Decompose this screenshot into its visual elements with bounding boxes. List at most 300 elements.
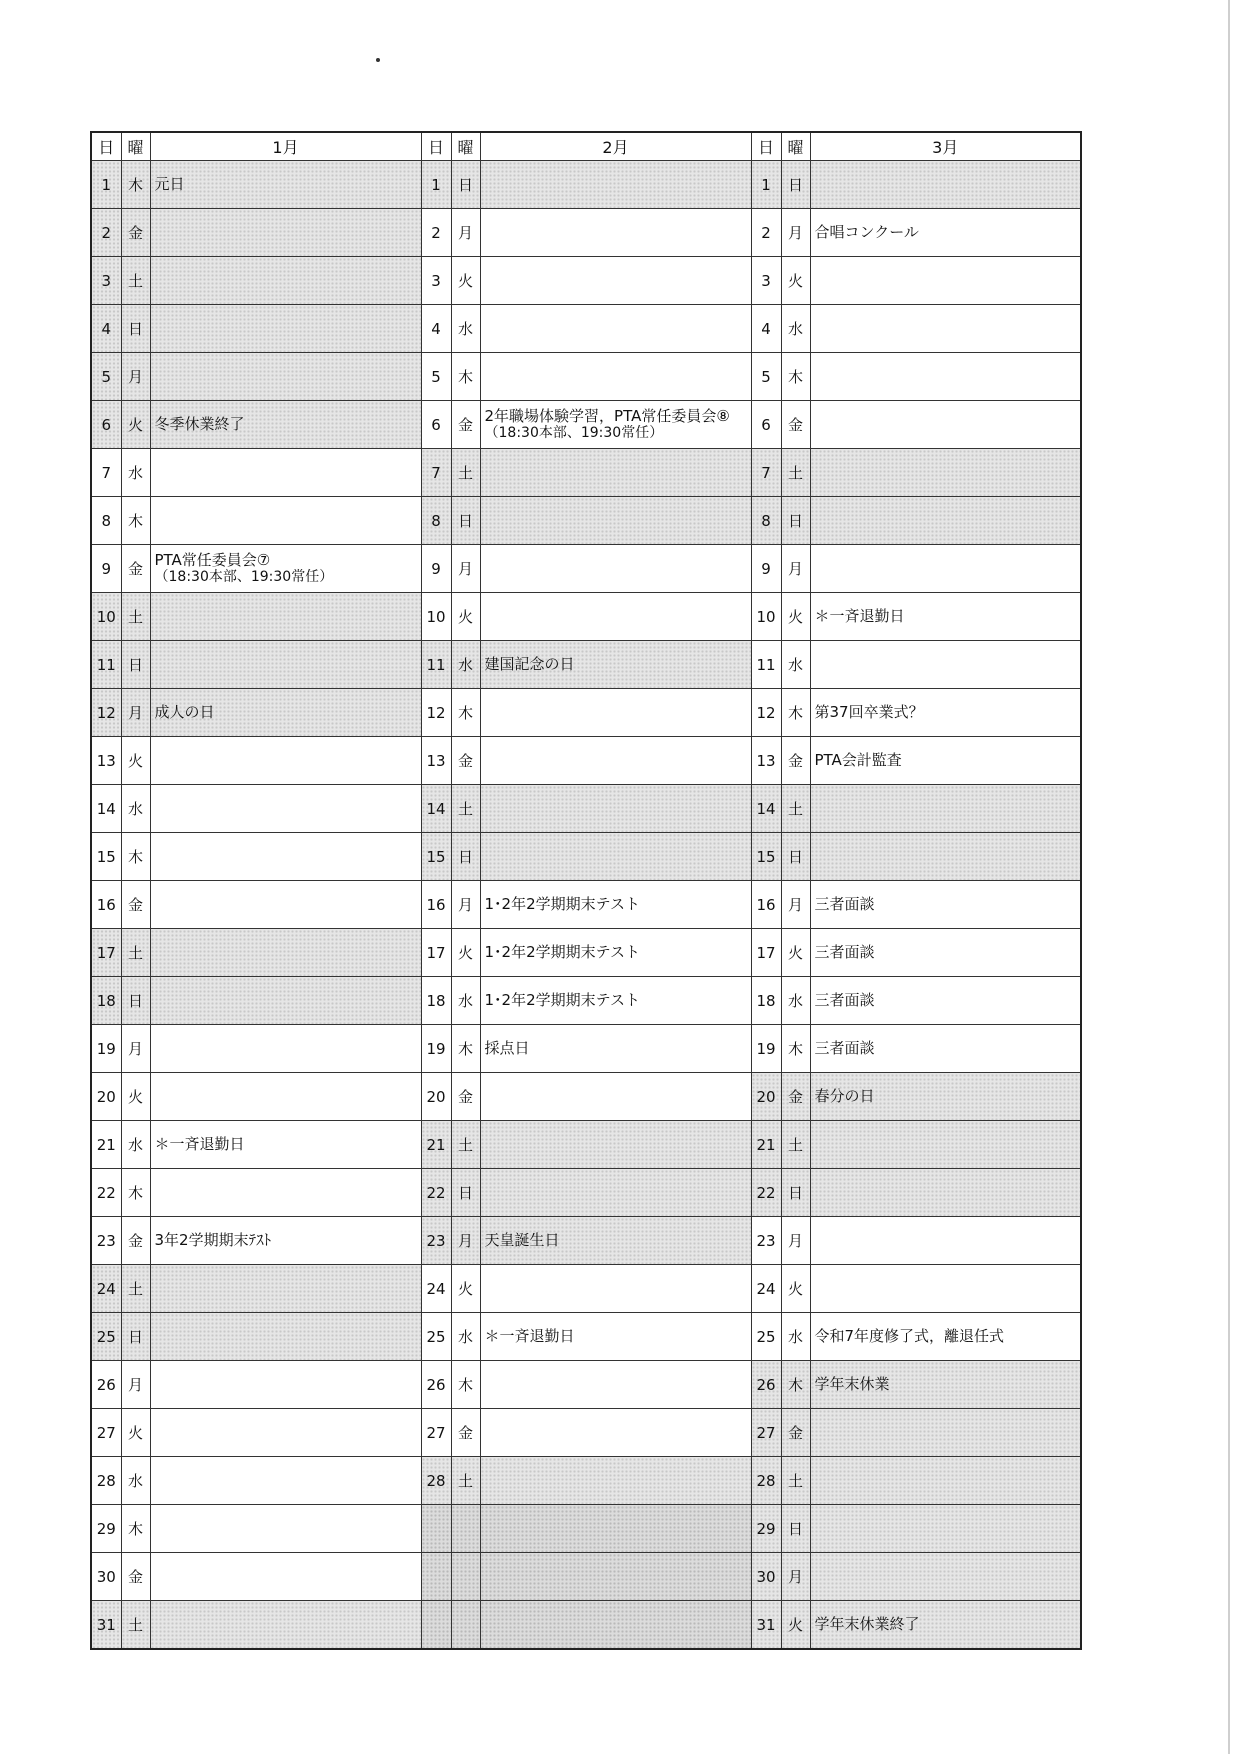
day-number-jan: 28 [91, 1457, 121, 1505]
calendar-row [91, 1265, 1081, 1313]
calendar-row [91, 881, 1081, 929]
day-number-mar: 13 [751, 737, 781, 785]
weekday-feb: 土 [451, 1457, 480, 1505]
weekday-jan: 水 [121, 1457, 150, 1505]
header-row [91, 132, 1081, 161]
calendar-body [91, 161, 1081, 1650]
weekday-mar: 水 [781, 641, 810, 689]
header-month-feb: 2月 [480, 132, 751, 161]
calendar-row [91, 1025, 1081, 1073]
event-feb [480, 593, 751, 641]
day-number-feb: 27 [421, 1409, 451, 1457]
day-number-jan: 25 [91, 1313, 121, 1361]
weekday-mar: 土 [781, 785, 810, 833]
day-number-mar: 21 [751, 1121, 781, 1169]
event-line-1: 2年職場体験学習，PTA常任委員会⑧ [484, 406, 730, 425]
event-jan [150, 833, 421, 881]
empty-cell-feb [421, 1601, 451, 1650]
day-number-feb: 22 [421, 1169, 451, 1217]
weekday-mar: 土 [781, 1457, 810, 1505]
empty-cell-feb [421, 1553, 451, 1601]
weekday-jan: 土 [121, 1601, 150, 1650]
day-number-feb: 26 [421, 1361, 451, 1409]
header-day-mar: 日 [751, 132, 781, 161]
day-number-mar: 2 [751, 209, 781, 257]
day-number-mar: 9 [751, 545, 781, 593]
event-mar [810, 545, 1081, 593]
calendar-table [90, 131, 1082, 1650]
day-number-jan: 26 [91, 1361, 121, 1409]
weekday-mar: 土 [781, 449, 810, 497]
empty-cell-feb [451, 1601, 480, 1650]
calendar-row [91, 593, 1081, 641]
calendar-row [91, 1121, 1081, 1169]
day-number-feb: 20 [421, 1073, 451, 1121]
day-number-jan: 15 [91, 833, 121, 881]
day-number-feb: 16 [421, 881, 451, 929]
day-number-jan: 5 [91, 353, 121, 401]
event-line-2: （18:30本部、19:30常任） [154, 569, 334, 586]
event-mar [810, 1217, 1081, 1265]
weekday-mar: 土 [781, 1121, 810, 1169]
weekday-jan: 木 [121, 833, 150, 881]
weekday-jan: 火 [121, 737, 150, 785]
day-number-mar: 14 [751, 785, 781, 833]
weekday-jan: 土 [121, 1265, 150, 1313]
weekday-mar: 日 [781, 833, 810, 881]
day-number-feb: 6 [421, 401, 451, 449]
weekday-jan: 月 [121, 689, 150, 737]
empty-cell-feb [480, 1505, 751, 1553]
weekday-mar: 日 [781, 1505, 810, 1553]
event-feb [480, 497, 751, 545]
event-mar [810, 449, 1081, 497]
weekday-mar: 日 [781, 497, 810, 545]
event-feb [480, 689, 751, 737]
calendar-row [91, 1601, 1081, 1650]
event-jan [150, 1505, 421, 1553]
event-jan [150, 1169, 421, 1217]
day-number-feb: 10 [421, 593, 451, 641]
weekday-jan: 金 [121, 545, 150, 593]
weekday-feb: 金 [451, 1073, 480, 1121]
day-number-mar: 4 [751, 305, 781, 353]
event-jan [150, 1361, 421, 1409]
event-jan [150, 545, 421, 593]
event-feb [480, 1457, 751, 1505]
event-jan [150, 1313, 421, 1361]
calendar-row [91, 1361, 1081, 1409]
header-weekday-jan: 曜 [121, 132, 150, 161]
weekday-jan: 木 [121, 1505, 150, 1553]
day-number-mar: 18 [751, 977, 781, 1025]
day-number-jan: 2 [91, 209, 121, 257]
weekday-feb: 水 [451, 1313, 480, 1361]
event-feb: 1･2年2学期期末テスト [480, 977, 751, 1025]
day-number-jan: 31 [91, 1601, 121, 1650]
day-number-mar: 11 [751, 641, 781, 689]
event-line-1: PTA常任委員会⑦ [154, 550, 271, 569]
calendar-row [91, 1553, 1081, 1601]
day-number-mar: 5 [751, 353, 781, 401]
event-jan [150, 353, 421, 401]
weekday-jan: 金 [121, 1217, 150, 1265]
weekday-feb: 土 [451, 449, 480, 497]
weekday-mar: 火 [781, 257, 810, 305]
event-feb [480, 305, 751, 353]
weekday-jan: 木 [121, 1169, 150, 1217]
weekday-mar: 木 [781, 689, 810, 737]
event-feb: 1･2年2学期期末テスト [480, 929, 751, 977]
weekday-jan: 金 [121, 209, 150, 257]
weekday-feb: 土 [451, 785, 480, 833]
header-day-feb: 日 [421, 132, 451, 161]
event-mar [810, 1553, 1081, 1601]
weekday-jan: 火 [121, 1073, 150, 1121]
day-number-feb: 28 [421, 1457, 451, 1505]
day-number-mar: 10 [751, 593, 781, 641]
empty-cell-feb [451, 1505, 480, 1553]
event-feb [480, 785, 751, 833]
event-feb [480, 449, 751, 497]
day-number-feb: 4 [421, 305, 451, 353]
day-number-jan: 1 [91, 161, 121, 209]
calendar-row [91, 209, 1081, 257]
calendar-row [91, 1073, 1081, 1121]
day-number-mar: 20 [751, 1073, 781, 1121]
weekday-feb: 日 [451, 161, 480, 209]
header-month-jan: 1月 [150, 132, 421, 161]
event-feb [480, 161, 751, 209]
calendar-row [91, 1313, 1081, 1361]
calendar-row [91, 641, 1081, 689]
weekday-mar: 日 [781, 1169, 810, 1217]
day-number-mar: 1 [751, 161, 781, 209]
weekday-jan: 火 [121, 1409, 150, 1457]
day-number-jan: 19 [91, 1025, 121, 1073]
event-mar [810, 401, 1081, 449]
day-number-feb: 19 [421, 1025, 451, 1073]
day-number-jan: 13 [91, 737, 121, 785]
weekday-feb: 月 [451, 1217, 480, 1265]
day-number-mar: 16 [751, 881, 781, 929]
event-feb: 建国記念の日 [480, 641, 751, 689]
day-number-jan: 8 [91, 497, 121, 545]
weekday-jan: 木 [121, 161, 150, 209]
event-jan [150, 209, 421, 257]
event-jan [150, 929, 421, 977]
weekday-jan: 火 [121, 401, 150, 449]
weekday-jan: 日 [121, 641, 150, 689]
weekday-mar: 金 [781, 401, 810, 449]
event-jan [150, 881, 421, 929]
weekday-mar: 月 [781, 881, 810, 929]
weekday-mar: 金 [781, 1409, 810, 1457]
calendar-row [91, 833, 1081, 881]
day-number-mar: 17 [751, 929, 781, 977]
day-number-mar: 29 [751, 1505, 781, 1553]
day-number-feb: 2 [421, 209, 451, 257]
event-mar [810, 1409, 1081, 1457]
event-mar: 第37回卒業式？ [810, 689, 1081, 737]
day-number-feb: 17 [421, 929, 451, 977]
day-number-feb: 8 [421, 497, 451, 545]
event-jan: 成人の日 [150, 689, 421, 737]
weekday-feb: 水 [451, 641, 480, 689]
day-number-mar: 23 [751, 1217, 781, 1265]
day-number-mar: 6 [751, 401, 781, 449]
weekday-jan: 月 [121, 1025, 150, 1073]
header-weekday-mar: 曜 [781, 132, 810, 161]
scan-speck [376, 58, 380, 62]
day-number-feb: 1 [421, 161, 451, 209]
day-number-mar: 7 [751, 449, 781, 497]
event-feb [480, 1361, 751, 1409]
calendar-row [91, 785, 1081, 833]
weekday-feb: 日 [451, 1169, 480, 1217]
event-jan [150, 305, 421, 353]
event-mar: 令和7年度修了式，離退任式 [810, 1313, 1081, 1361]
event-mar [810, 353, 1081, 401]
weekday-feb: 水 [451, 305, 480, 353]
event-mar: 学年末休業終了 [810, 1601, 1081, 1650]
weekday-mar: 水 [781, 977, 810, 1025]
event-jan: 3年2学期期末ﾃｽﾄ [150, 1217, 421, 1265]
empty-cell-feb [480, 1601, 751, 1650]
event-feb: 1･2年2学期期末テスト [480, 881, 751, 929]
empty-cell-feb [480, 1553, 751, 1601]
weekday-jan: 金 [121, 881, 150, 929]
event-feb [480, 737, 751, 785]
weekday-jan: 水 [121, 449, 150, 497]
weekday-jan: 日 [121, 1313, 150, 1361]
weekday-mar: 火 [781, 593, 810, 641]
event-mar [810, 785, 1081, 833]
weekday-jan: 金 [121, 1553, 150, 1601]
event-line-2: （18:30本部、19:30常任） [484, 425, 664, 442]
weekday-mar: 日 [781, 161, 810, 209]
event-jan [150, 1073, 421, 1121]
weekday-mar: 金 [781, 737, 810, 785]
day-number-jan: 16 [91, 881, 121, 929]
day-number-feb: 23 [421, 1217, 451, 1265]
weekday-mar: 木 [781, 353, 810, 401]
event-jan: 元日 [150, 161, 421, 209]
weekday-mar: 金 [781, 1073, 810, 1121]
day-number-jan: 14 [91, 785, 121, 833]
day-number-jan: 7 [91, 449, 121, 497]
weekday-jan: 土 [121, 929, 150, 977]
event-feb [480, 209, 751, 257]
header-day-jan: 日 [91, 132, 121, 161]
event-feb [480, 545, 751, 593]
event-jan [150, 1601, 421, 1650]
event-feb [480, 257, 751, 305]
event-mar [810, 161, 1081, 209]
weekday-feb: 木 [451, 689, 480, 737]
weekday-feb: 日 [451, 497, 480, 545]
event-feb: 天皇誕生日 [480, 1217, 751, 1265]
day-number-feb: 24 [421, 1265, 451, 1313]
event-feb [480, 1121, 751, 1169]
event-mar: PTA会計監査 [810, 737, 1081, 785]
empty-cell-feb [451, 1553, 480, 1601]
weekday-feb: 月 [451, 545, 480, 593]
day-number-jan: 29 [91, 1505, 121, 1553]
empty-cell-feb [421, 1505, 451, 1553]
event-feb [480, 1169, 751, 1217]
header-month-mar: 3月 [810, 132, 1081, 161]
weekday-mar: 木 [781, 1361, 810, 1409]
event-feb [480, 401, 751, 449]
day-number-jan: 4 [91, 305, 121, 353]
weekday-jan: 水 [121, 1121, 150, 1169]
weekday-jan: 土 [121, 593, 150, 641]
calendar-row [91, 401, 1081, 449]
day-number-feb: 13 [421, 737, 451, 785]
calendar-row [91, 1409, 1081, 1457]
event-jan: ＊一斉退勤日 [150, 1121, 421, 1169]
day-number-feb: 18 [421, 977, 451, 1025]
weekday-feb: 火 [451, 1265, 480, 1313]
day-number-jan: 11 [91, 641, 121, 689]
page-edge [1228, 0, 1230, 1754]
day-number-feb: 7 [421, 449, 451, 497]
weekday-feb: 火 [451, 929, 480, 977]
day-number-feb: 11 [421, 641, 451, 689]
event-feb [480, 1073, 751, 1121]
event-mar [810, 641, 1081, 689]
event-jan [150, 641, 421, 689]
day-number-jan: 20 [91, 1073, 121, 1121]
event-jan [150, 1409, 421, 1457]
day-number-feb: 14 [421, 785, 451, 833]
event-jan [150, 449, 421, 497]
weekday-feb: 金 [451, 401, 480, 449]
header-weekday-feb: 曜 [451, 132, 480, 161]
day-number-feb: 15 [421, 833, 451, 881]
day-number-jan: 24 [91, 1265, 121, 1313]
event-mar [810, 1169, 1081, 1217]
weekday-feb: 木 [451, 1025, 480, 1073]
weekday-jan: 日 [121, 977, 150, 1025]
calendar-row [91, 1169, 1081, 1217]
day-number-jan: 10 [91, 593, 121, 641]
day-number-feb: 9 [421, 545, 451, 593]
day-number-mar: 3 [751, 257, 781, 305]
weekday-mar: 水 [781, 305, 810, 353]
event-jan [150, 1025, 421, 1073]
event-mar [810, 305, 1081, 353]
day-number-jan: 27 [91, 1409, 121, 1457]
weekday-feb: 木 [451, 1361, 480, 1409]
calendar-row [91, 929, 1081, 977]
calendar-row [91, 545, 1081, 593]
weekday-jan: 日 [121, 305, 150, 353]
day-number-feb: 21 [421, 1121, 451, 1169]
weekday-mar: 火 [781, 1601, 810, 1650]
event-mar [810, 833, 1081, 881]
calendar-row [91, 497, 1081, 545]
event-mar [810, 1121, 1081, 1169]
weekday-jan: 月 [121, 1361, 150, 1409]
event-mar [810, 1265, 1081, 1313]
day-number-jan: 17 [91, 929, 121, 977]
calendar-row [91, 1217, 1081, 1265]
day-number-feb: 3 [421, 257, 451, 305]
event-mar [810, 1505, 1081, 1553]
day-number-jan: 21 [91, 1121, 121, 1169]
event-jan [150, 737, 421, 785]
weekday-feb: 火 [451, 593, 480, 641]
calendar-row [91, 449, 1081, 497]
event-jan: 冬季休業終了 [150, 401, 421, 449]
day-number-jan: 12 [91, 689, 121, 737]
day-number-mar: 15 [751, 833, 781, 881]
day-number-mar: 22 [751, 1169, 781, 1217]
weekday-feb: 木 [451, 353, 480, 401]
day-number-mar: 24 [751, 1265, 781, 1313]
event-feb: ＊一斉退勤日 [480, 1313, 751, 1361]
event-jan [150, 593, 421, 641]
event-mar [810, 497, 1081, 545]
event-jan [150, 1265, 421, 1313]
event-mar: ＊一斉退勤日 [810, 593, 1081, 641]
weekday-mar: 火 [781, 1265, 810, 1313]
day-number-feb: 5 [421, 353, 451, 401]
weekday-feb: 月 [451, 209, 480, 257]
event-mar [810, 1457, 1081, 1505]
event-jan [150, 785, 421, 833]
weekday-jan: 土 [121, 257, 150, 305]
day-number-jan: 9 [91, 545, 121, 593]
weekday-mar: 木 [781, 1025, 810, 1073]
day-number-jan: 22 [91, 1169, 121, 1217]
calendar-row [91, 737, 1081, 785]
weekday-feb: 月 [451, 881, 480, 929]
calendar-row [91, 689, 1081, 737]
day-number-mar: 26 [751, 1361, 781, 1409]
weekday-feb: 水 [451, 977, 480, 1025]
calendar-row [91, 353, 1081, 401]
event-feb [480, 833, 751, 881]
day-number-jan: 30 [91, 1553, 121, 1601]
event-feb [480, 1265, 751, 1313]
weekday-mar: 月 [781, 1553, 810, 1601]
event-mar: 三者面談 [810, 929, 1081, 977]
weekday-feb: 日 [451, 833, 480, 881]
event-jan [150, 977, 421, 1025]
calendar-row [91, 161, 1081, 209]
event-feb [480, 353, 751, 401]
event-mar: 三者面談 [810, 1025, 1081, 1073]
day-number-mar: 25 [751, 1313, 781, 1361]
day-number-feb: 25 [421, 1313, 451, 1361]
day-number-feb: 12 [421, 689, 451, 737]
day-number-jan: 18 [91, 977, 121, 1025]
event-mar: 春分の日 [810, 1073, 1081, 1121]
weekday-feb: 土 [451, 1121, 480, 1169]
event-feb: 採点日 [480, 1025, 751, 1073]
event-jan [150, 257, 421, 305]
weekday-mar: 月 [781, 209, 810, 257]
day-number-mar: 31 [751, 1601, 781, 1650]
weekday-mar: 月 [781, 1217, 810, 1265]
event-mar: 三者面談 [810, 881, 1081, 929]
day-number-jan: 3 [91, 257, 121, 305]
weekday-mar: 水 [781, 1313, 810, 1361]
calendar-row [91, 1457, 1081, 1505]
